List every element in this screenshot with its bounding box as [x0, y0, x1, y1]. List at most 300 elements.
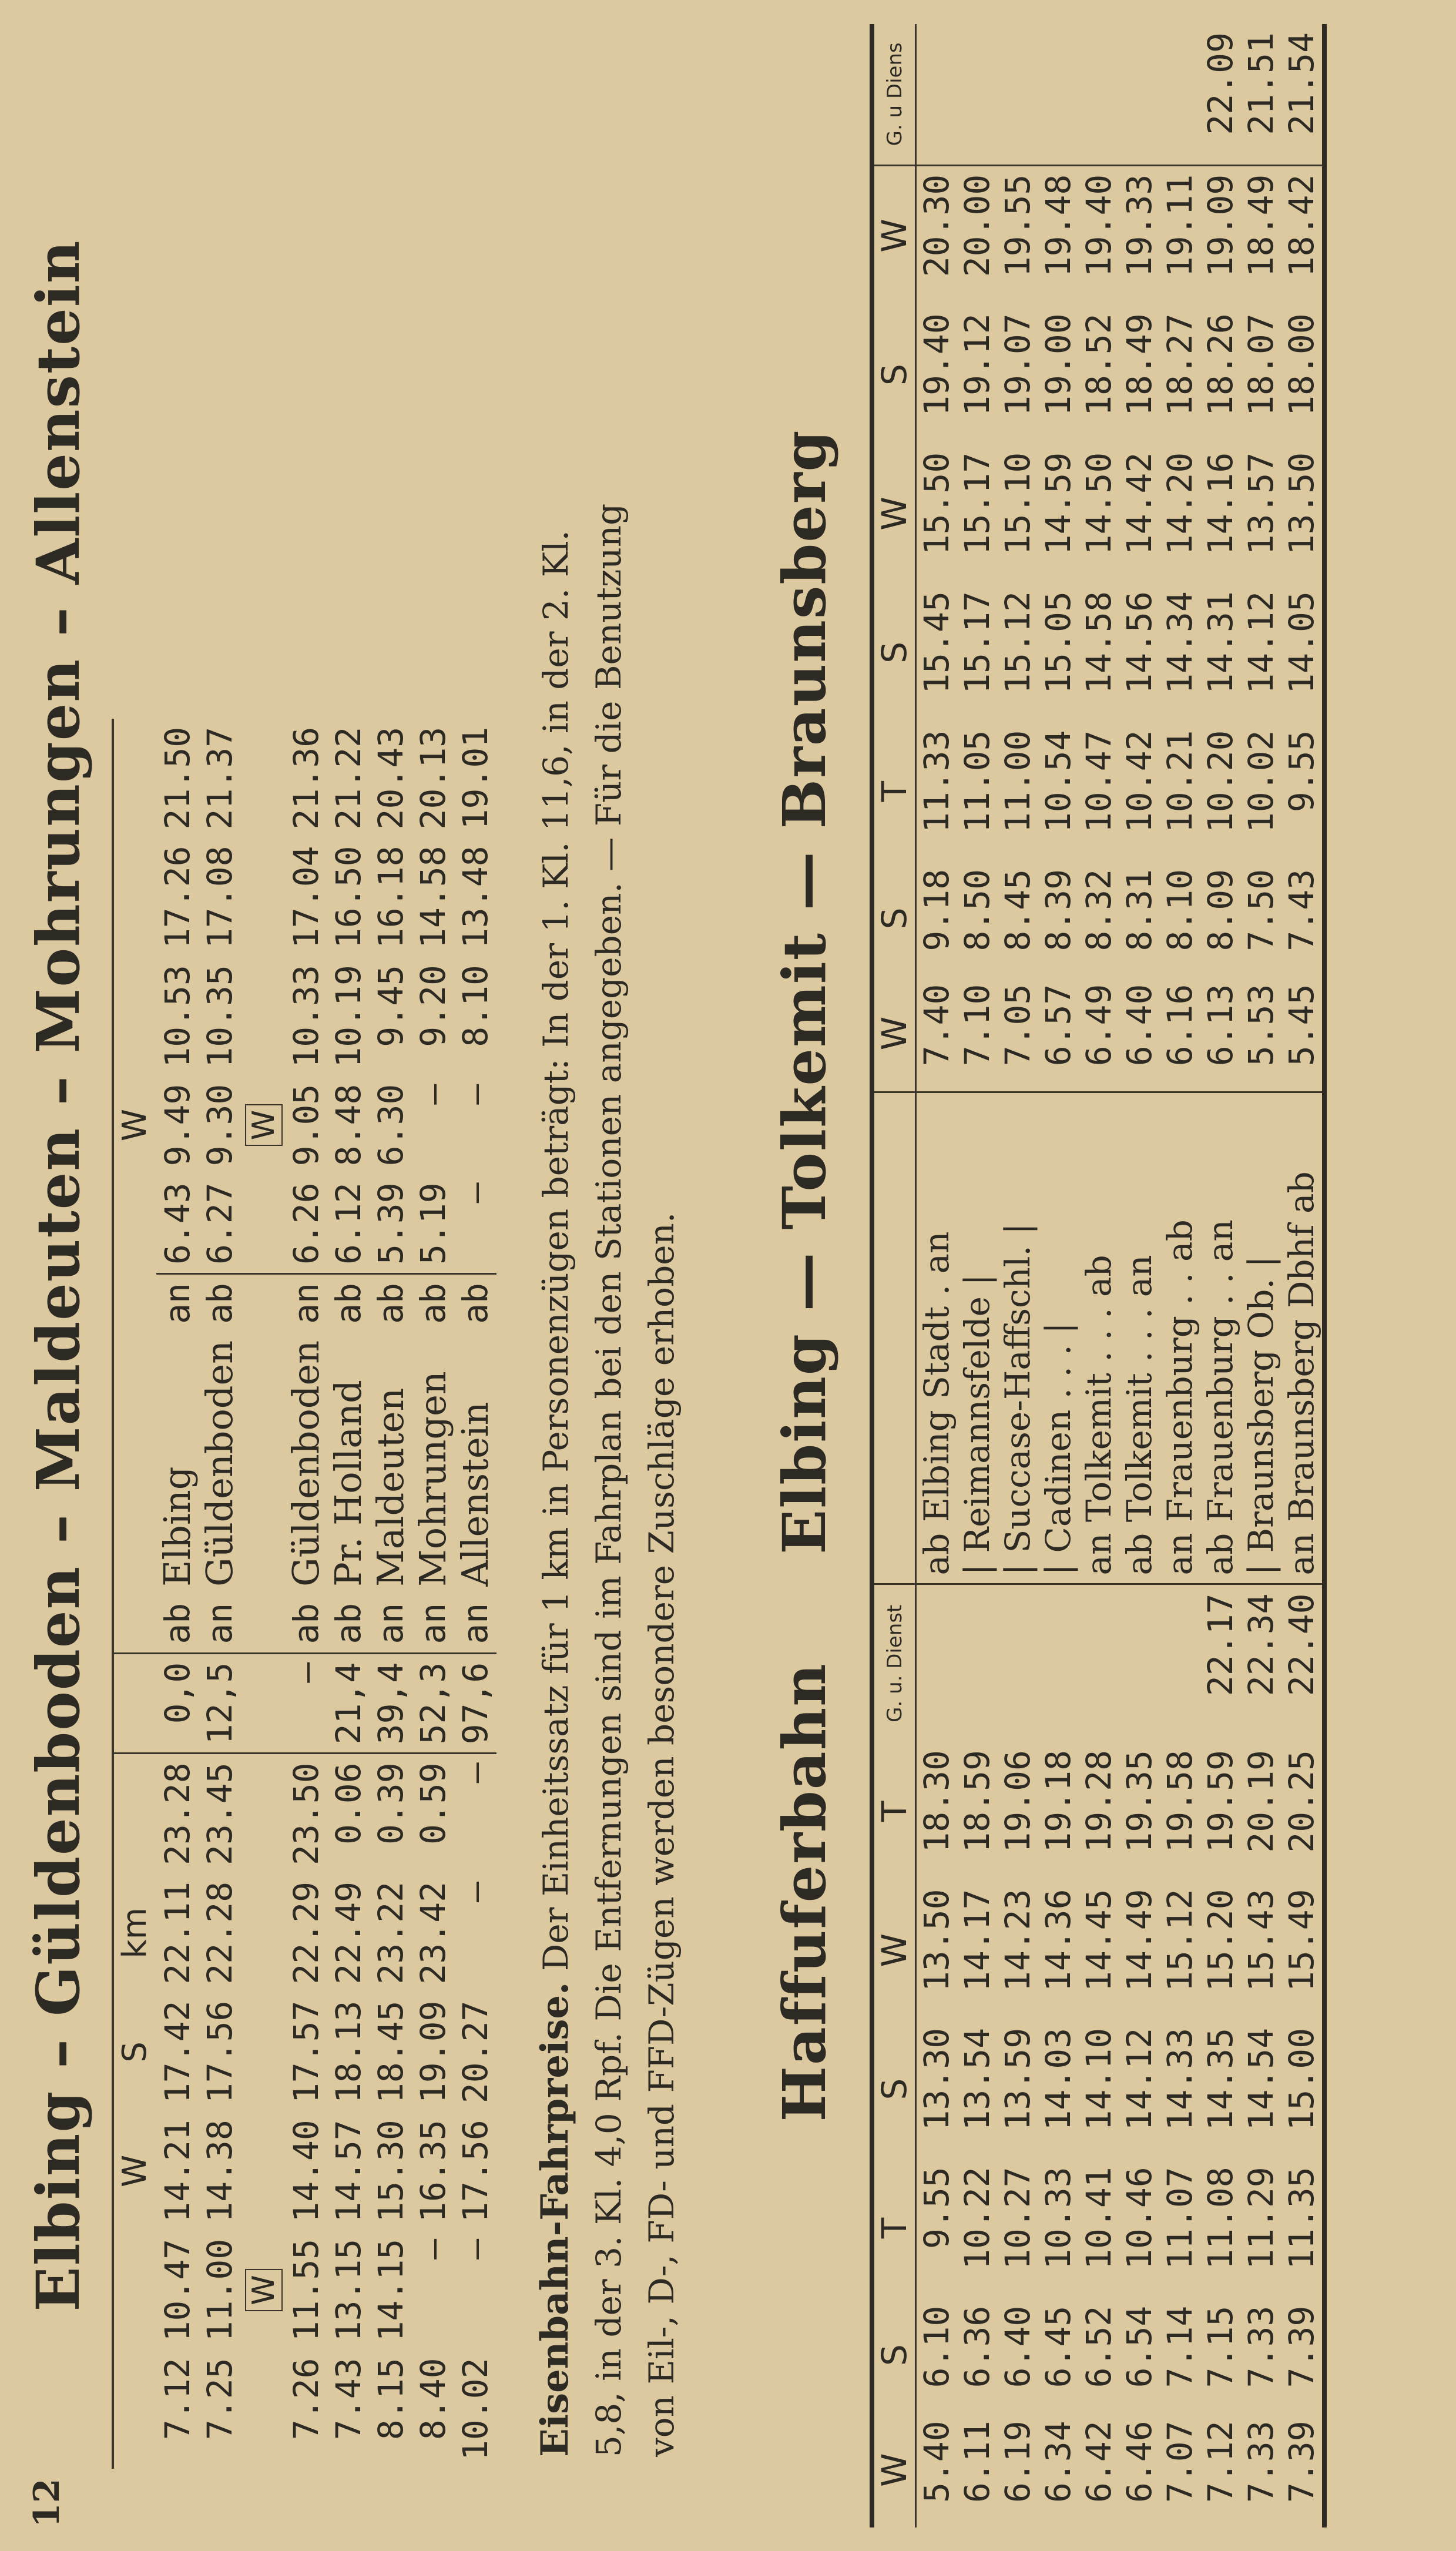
route2-row: [998, 24, 1038, 2527]
route1-row: [370, 719, 412, 2469]
route1-header-cell: [113, 1595, 156, 1653]
route1-cell: 17.56: [455, 2120, 495, 2223]
route1-cell: 23.50: [285, 1754, 327, 1873]
route2-cell: 6.36: [957, 2305, 997, 2388]
route2-cell: 14.12: [1241, 591, 1281, 694]
route1-cell: —: [455, 2238, 495, 2260]
route2-cell: 14.20: [1160, 452, 1200, 555]
route1-cell: 21.37: [200, 726, 240, 830]
route1-row: [412, 719, 454, 2469]
route2-cell: [916, 24, 958, 165]
route2-cell: [1079, 24, 1119, 165]
route2-cell: 15.12: [998, 591, 1038, 694]
route2-cell: 10.22: [957, 2167, 997, 2270]
route2-cell: 14.35: [1200, 2027, 1240, 2131]
route2-cell: 6.54: [1119, 2305, 1159, 2388]
route1-cell: 17.08: [200, 846, 240, 949]
route2-cell: 7.33: [1241, 2421, 1281, 2503]
route2-row: [1038, 24, 1079, 2527]
route2-header-cell: W: [874, 165, 916, 305]
route2-cell: [1038, 24, 1079, 165]
route1-cell: 11.55: [286, 2238, 326, 2342]
route2-cell: 11.00: [998, 730, 1038, 833]
route1-cell: 11.00: [200, 2238, 240, 2342]
route1-cell: 21,4: [327, 1653, 370, 1754]
route2-cell: 18.59: [957, 1750, 997, 1853]
route1-header-cell: S: [113, 1993, 156, 2112]
route2-cell: 20.19: [1241, 1750, 1281, 1853]
route2-cell: 6.49: [1079, 984, 1119, 1067]
route2-station: an Frauenburg . . ab: [1160, 1092, 1200, 1584]
route2-cell: 20.30: [917, 174, 957, 277]
route1-cell: Güldenboden: [284, 1340, 327, 1587]
w-marker: W: [245, 1104, 283, 1146]
route1-cell: 7.12: [157, 2358, 197, 2441]
route1-wmark-cell: [241, 2231, 285, 2350]
route2-cell: [957, 1584, 998, 1742]
route1-cell: 9.30: [200, 1084, 240, 1166]
route2-cell: 7.14: [1160, 2305, 1200, 2388]
route1-cell: 8.48: [328, 1084, 368, 1166]
route1-row: [454, 719, 496, 2469]
route2-cell: 10.47: [1079, 730, 1119, 833]
route2-row: [916, 24, 958, 2527]
route1-header-cell: [113, 1653, 156, 1754]
route2-cell: 7.33: [1241, 2305, 1281, 2388]
route1-cell: ab: [412, 1274, 454, 1332]
route2-cell: 14.12: [1119, 2027, 1159, 2131]
route2-table-frame: [870, 24, 1327, 2527]
route2-cell: 6.11: [957, 2421, 997, 2503]
route1-cell: Allenstein: [454, 1402, 496, 1587]
route2-cell: 15.00: [1281, 2027, 1321, 2131]
route1-row: [285, 719, 327, 2469]
route2-cell: 19.12: [957, 313, 997, 416]
route1-cell: 14.58: [413, 846, 453, 949]
route2-cell: 6.16: [1160, 984, 1200, 1067]
route2-cell: 19.35: [1119, 1750, 1159, 1853]
route1-cell: 6.12: [328, 1182, 368, 1265]
route1-cell: 17.57: [286, 2000, 326, 2104]
route2-cell: 13.50: [917, 1889, 957, 1992]
route2-cell: 6.42: [1079, 2421, 1119, 2503]
route1-cell: 7.26: [286, 2358, 326, 2441]
route2-cell: 15.43: [1241, 1889, 1281, 1992]
route1-header-cell: [113, 1332, 156, 1595]
route1-cell: 5.39: [371, 1182, 411, 1265]
route1-cell: 10.02: [455, 2358, 495, 2461]
route2-cell: 19.40: [1079, 174, 1119, 277]
route2-header-cell: T: [874, 1742, 916, 1880]
route1-header-cell: km: [113, 1873, 156, 1993]
route2-cell: [998, 24, 1038, 165]
route2-cell: 14.56: [1119, 591, 1159, 694]
route1-title: Elbing – Güldenboden – Maldeuten – Mohrungen – Allenstein: [24, 239, 93, 2312]
route2-row: [957, 24, 998, 2527]
route1-cell: 7.43: [328, 2358, 368, 2441]
route2-header-cell: W: [874, 1880, 916, 2019]
page-number: 12: [26, 2478, 68, 2527]
route2-cell: 15.10: [998, 452, 1038, 555]
route1-cell: —: [455, 1881, 495, 1902]
route2-cell: 18.42: [1281, 174, 1321, 277]
route2-cell: 6.40: [1119, 984, 1159, 1067]
route1-wmark-cell: [241, 957, 285, 1076]
route2-header-cell: S: [874, 305, 916, 444]
route2-cell: 19.55: [998, 174, 1038, 277]
route2-cell: 15.17: [957, 452, 997, 555]
route1-cell: an: [371, 1603, 411, 1644]
route2-cell: 19.09: [1200, 174, 1240, 277]
route2-cell: 14.10: [1079, 2027, 1119, 2131]
route1-cell: ab: [199, 1274, 241, 1332]
route1-wmark-cell: [241, 719, 285, 838]
route1-cell: ab: [157, 1603, 197, 1644]
route1-header-cell: W: [113, 1076, 156, 1175]
route2-cell: 11.35: [1281, 2167, 1321, 2270]
route2-cell: 7.39: [1281, 2305, 1321, 2388]
route1-cell: 6.26: [286, 1182, 326, 1265]
route1-cell: 21.22: [328, 726, 368, 830]
route1-cell: 19.01: [455, 726, 495, 830]
route2-cell: 18.27: [1160, 313, 1200, 416]
route2-cell: 21.54: [1281, 24, 1322, 165]
route2-station: ab Tolkemit . . . an: [1119, 1092, 1160, 1584]
route1-cell: 22.29: [286, 1881, 326, 1985]
route2-cell: 14.45: [1079, 1889, 1119, 1992]
route1-cell: 10.33: [286, 965, 326, 1068]
route2-cell: 8.09: [1200, 869, 1240, 951]
route2-header-cell: S: [874, 2020, 916, 2158]
route2-cell: [1119, 24, 1160, 165]
route2-cell: 7.39: [1281, 2421, 1321, 2503]
route1-cell: an: [413, 1603, 453, 1644]
route1-cell: 9.45: [371, 965, 411, 1047]
route2-cell: [1160, 1584, 1200, 1742]
route1-header-cell: W: [113, 2111, 156, 2231]
route1-cell: —: [413, 2238, 453, 2260]
route2-cell: 10.33: [1038, 2167, 1078, 2270]
route1-cell: 13.15: [328, 2238, 368, 2342]
route1-cell: ab: [286, 1603, 326, 1644]
route1-cell: Pr. Holland: [327, 1380, 370, 1587]
route2-cell: 19.07: [998, 313, 1038, 416]
route2-cell: 18.52: [1079, 313, 1119, 416]
route1-cell: —: [285, 1653, 327, 1754]
route1-header-cell: [113, 1174, 156, 1273]
route2-cell: [957, 24, 998, 165]
route2-cell: 8.45: [998, 869, 1038, 951]
route2-cell: 14.49: [1119, 1889, 1159, 1992]
route2-cell: 5.45: [1281, 984, 1321, 1067]
route2-cell: 14.50: [1079, 452, 1119, 555]
route1-cell: an: [285, 1274, 327, 1332]
route2-row: [1241, 24, 1281, 2527]
route2-cell: 19.40: [917, 313, 957, 416]
route1-cell: ab: [454, 1274, 496, 1332]
route1-cell: 20.13: [413, 726, 453, 830]
route1-cell: 16.35: [413, 2120, 453, 2223]
route1-wmark-cell: [241, 1274, 285, 1332]
route1-cell: 22.49: [328, 1881, 368, 1985]
route1-cell: —: [413, 1084, 453, 1105]
fare-notes: [529, 77, 688, 2457]
route2-row: [1281, 24, 1322, 2527]
route1-header-cell: [113, 2349, 156, 2469]
route2-cell: 18.07: [1241, 313, 1281, 416]
route2-cell: 14.58: [1079, 591, 1119, 694]
route2-row: [1079, 24, 1119, 2527]
route2-cell: 8.31: [1119, 869, 1159, 951]
route2-cell: 13.57: [1241, 452, 1281, 555]
route1-cell: 23.22: [371, 1881, 411, 1985]
route1-cell: 10.35: [200, 965, 240, 1068]
route2-cell: 14.54: [1241, 2027, 1281, 2131]
route1-cell: 16.50: [328, 846, 368, 949]
route2-station: ab Frauenburg . . an: [1200, 1092, 1241, 1584]
route1-cell: 15.30: [371, 2120, 411, 2223]
fare-notes-line2: 5,8, in der 3. Kl. 4,0 Rpf. Die Entfernungen sind im Fahrplan bei den Stationen angegeben. — Für die Benutzung: [589, 503, 629, 2457]
route2-cell: 19.18: [1038, 1750, 1078, 1853]
route2-cell: 6.40: [998, 2305, 1038, 2388]
route2-cell: 10.42: [1119, 730, 1159, 833]
route2-cell: 11.29: [1241, 2167, 1281, 2270]
route2-cell: 22.09: [1200, 24, 1241, 165]
route1-wmark-cell: [241, 1076, 285, 1175]
route1-header-cell: [113, 957, 156, 1076]
route1-header-cell: [113, 1754, 156, 1873]
route2-cell: 7.05: [998, 984, 1038, 1067]
route2-header-cell: T: [874, 2158, 916, 2297]
route2-cell: 19.59: [1200, 1750, 1240, 1853]
route2-cell: 11.07: [1160, 2167, 1200, 2270]
route1-header-cell: [113, 2231, 156, 2350]
route2-cell: 19.48: [1038, 174, 1078, 277]
route2-cell: [1119, 1584, 1160, 1742]
route1-header-cell: [113, 1274, 156, 1332]
route1-cell: 14.15: [371, 2238, 411, 2342]
route2-cell: [1160, 24, 1200, 165]
route2-cell: 22.40: [1281, 1584, 1322, 1742]
route1-cell: an: [156, 1274, 199, 1332]
route1-wmark-cell: [241, 1754, 285, 1873]
route1-cell: 6.27: [200, 1182, 240, 1265]
route1-cell: 14.40: [286, 2120, 326, 2223]
route2-cell: 6.34: [1038, 2421, 1078, 2503]
route2-cell: 19.00: [1038, 313, 1078, 416]
route2-cell: [998, 1584, 1038, 1742]
route2-cell: 15.49: [1281, 1889, 1321, 1992]
route2-cell: 19.58: [1160, 1750, 1200, 1853]
route2-station: | Reimannsfelde |: [957, 1092, 998, 1584]
route2-cell: 5.53: [1241, 984, 1281, 1067]
route2-header-cell: G. u. Dienst: [874, 1584, 916, 1742]
route2-cell: [916, 1584, 958, 1742]
route2-cell: 8.39: [1038, 869, 1078, 951]
route1-wmark-cell: [241, 1595, 285, 1653]
route1-wmark-cell: [241, 837, 285, 957]
route2-cell: 10.20: [1200, 730, 1240, 833]
route1-cell: 0.39: [370, 1754, 412, 1873]
route2-cell: 13.59: [998, 2027, 1038, 2131]
route2-station: ab Elbing Stadt . an: [916, 1092, 958, 1584]
route1-cell: 14.38: [200, 2120, 240, 2223]
route1-cell: 97,6: [454, 1653, 496, 1754]
route2-cell: 9.55: [917, 2167, 957, 2249]
route1-cell: 22.11: [157, 1881, 197, 1985]
route2-station: | Succase-Haffschl. |: [998, 1092, 1038, 1584]
route2-cell: 7.12: [1200, 2421, 1240, 2503]
route2-cell: 14.17: [957, 1889, 997, 1992]
route1-cell: 13.48: [455, 846, 495, 949]
route1-table: [112, 719, 496, 2469]
route2-cell: 20.00: [957, 174, 997, 277]
route2-cell: 10.27: [998, 2167, 1038, 2270]
route1-cell: 23.45: [199, 1754, 241, 1873]
route2-cell: 14.23: [998, 1889, 1038, 1992]
route2-station: an Tolkemit . . . ab: [1079, 1092, 1119, 1584]
route2-cell: 7.40: [917, 984, 957, 1067]
route1-wmark-row: [241, 719, 285, 2469]
route2-cell: 22.34: [1241, 1584, 1281, 1742]
route2-header-row: [874, 24, 916, 2527]
route2-cell: 14.31: [1200, 591, 1240, 694]
route2-row: [1119, 24, 1160, 2527]
route2-cell: 13.54: [957, 2027, 997, 2131]
route1-cell: Güldenboden: [198, 1340, 241, 1587]
route1-cell: 18.45: [371, 2000, 411, 2104]
route1-cell: 8.10: [455, 965, 495, 1047]
route2-cell: 6.10: [917, 2305, 957, 2388]
route1-cell: 9.49: [157, 1084, 197, 1166]
route1-cell: 17.42: [157, 2000, 197, 2104]
route1-cell: Maldeuten: [369, 1387, 412, 1587]
route2-cell: 9.55: [1281, 730, 1321, 813]
route2-cell: 11.05: [957, 730, 997, 833]
route2-cell: 7.43: [1281, 869, 1321, 951]
route1-wmark-cell: [241, 2111, 285, 2231]
route2-title: Haffuferbahn Elbing — Tolkemit — Braunsberg: [770, 429, 839, 2122]
route2-cell: 6.13: [1200, 984, 1240, 1067]
route1-cell: 6.30: [371, 1084, 411, 1166]
route1-wmark-cell: [241, 1993, 285, 2112]
route2-station: an Braunsberg Dbhf ab: [1281, 1092, 1322, 1584]
route2-cell: 15.12: [1160, 1889, 1200, 1992]
route2-cell: 8.32: [1079, 869, 1119, 951]
route1-cell: 12,5: [199, 1653, 241, 1754]
route1-cell: 9.05: [286, 1084, 326, 1166]
route1-cell: 19.09: [413, 2000, 453, 2104]
route2-row: [1200, 24, 1241, 2527]
route2-cell: 6.46: [1119, 2421, 1159, 2503]
route1-cell: an: [455, 1603, 495, 1644]
route2-cell: 18.00: [1281, 313, 1321, 416]
route2-cell: 15.17: [957, 591, 997, 694]
route1-header-row: [113, 719, 156, 2469]
route2-cell: 10.41: [1079, 2167, 1119, 2270]
route2-cell: [1038, 1584, 1079, 1742]
route1-cell: 21.36: [286, 726, 326, 830]
route1-cell: an: [200, 1603, 240, 1644]
route1-cell: ab: [370, 1274, 412, 1332]
route2-cell: 13.30: [917, 2027, 957, 2131]
route2-cell: 13.50: [1281, 452, 1321, 555]
route2-cell: 10.54: [1038, 730, 1078, 833]
route1-wmark-cell: [241, 1873, 285, 1993]
route1-cell: 0,0: [156, 1653, 199, 1754]
route1-cell: 7.25: [200, 2358, 240, 2441]
route1-cell: 16.18: [371, 846, 411, 949]
route1-wmark-cell: [241, 1653, 285, 1754]
route2-cell: 8.10: [1160, 869, 1200, 951]
route1-cell: 22.28: [200, 1881, 240, 1985]
route1-cell: —: [454, 1754, 496, 1873]
route1-cell: 8.40: [413, 2358, 453, 2441]
route2-cell: 20.25: [1281, 1750, 1321, 1853]
route1-cell: 17.56: [200, 2000, 240, 2104]
route1-wmark-cell: [241, 1174, 285, 1273]
route1-cell: 17.04: [286, 846, 326, 949]
route2-header-cell: W: [874, 976, 916, 1092]
route2-cell: 18.49: [1241, 174, 1281, 277]
route2-cell: 15.45: [917, 591, 957, 694]
route2-cell: 15.20: [1200, 1889, 1240, 1992]
route1-cell: 20.27: [455, 2000, 495, 2104]
route2-cell: 9.18: [917, 869, 957, 951]
route2-cell: 14.33: [1160, 2027, 1200, 2131]
route1-cell: 18.13: [328, 2000, 368, 2104]
route1-cell: 52,3: [412, 1653, 454, 1754]
route1-cell: 0.06: [327, 1754, 370, 1873]
route2-cell: 7.07: [1160, 2421, 1200, 2503]
route2-row: [1160, 24, 1200, 2527]
route2-cell: 19.28: [1079, 1750, 1119, 1853]
route2-station: | Cadinen . . . |: [1038, 1092, 1079, 1584]
route2-cell: 6.52: [1079, 2305, 1119, 2388]
route2-station: | Braunsberg Ob. |: [1241, 1092, 1281, 1584]
fare-notes-line1: Der Einheitssatz für 1 km in Personenzügen beträgt: In der 1. Kl. 11,6, in der 2. Kl.: [536, 530, 576, 1982]
route1-cell: 14.21: [157, 2120, 197, 2223]
route2-cell: 15.05: [1038, 591, 1078, 694]
route1-cell: 6.43: [157, 1182, 197, 1265]
route2-cell: [1079, 1584, 1119, 1742]
fare-notes-line3: von Eil-, D-, FD- und FFD-Zügen werden besondere Zuschläge erhoben.: [642, 1212, 682, 2457]
route1-cell: Mohrungen: [411, 1371, 454, 1587]
route1-cell: 8.15: [371, 2358, 411, 2441]
fare-notes-heading: Eisenbahn-Fahrpreise.: [533, 1982, 577, 2457]
route2-cell: 11.08: [1200, 2167, 1240, 2270]
route1-cell: 39,4: [370, 1653, 412, 1754]
route2-cell: 18.49: [1119, 313, 1159, 416]
route2-cell: 19.33: [1119, 174, 1159, 277]
route2-cell: 14.34: [1160, 591, 1200, 694]
route2-cell: 6.19: [998, 2421, 1038, 2503]
route1-cell: 21.50: [157, 726, 197, 830]
route1-cell: 20.43: [371, 726, 411, 830]
route1-cell: ab: [328, 1603, 368, 1644]
route1-wmark-cell: [241, 1332, 285, 1595]
route2-cell: 19.06: [998, 1750, 1038, 1853]
route2-cell: 6.57: [1038, 984, 1078, 1067]
route2-cell: 15.50: [917, 452, 957, 555]
route1-row: [327, 719, 370, 2469]
route2-cell: 14.16: [1200, 452, 1240, 555]
route2-cell: 18.26: [1200, 313, 1240, 416]
route2-cell: 8.50: [957, 869, 997, 951]
route1-cell: —: [455, 1182, 495, 1204]
route2-cell: 14.05: [1281, 591, 1321, 694]
route2-header-cell: G. u Diens: [874, 24, 916, 165]
